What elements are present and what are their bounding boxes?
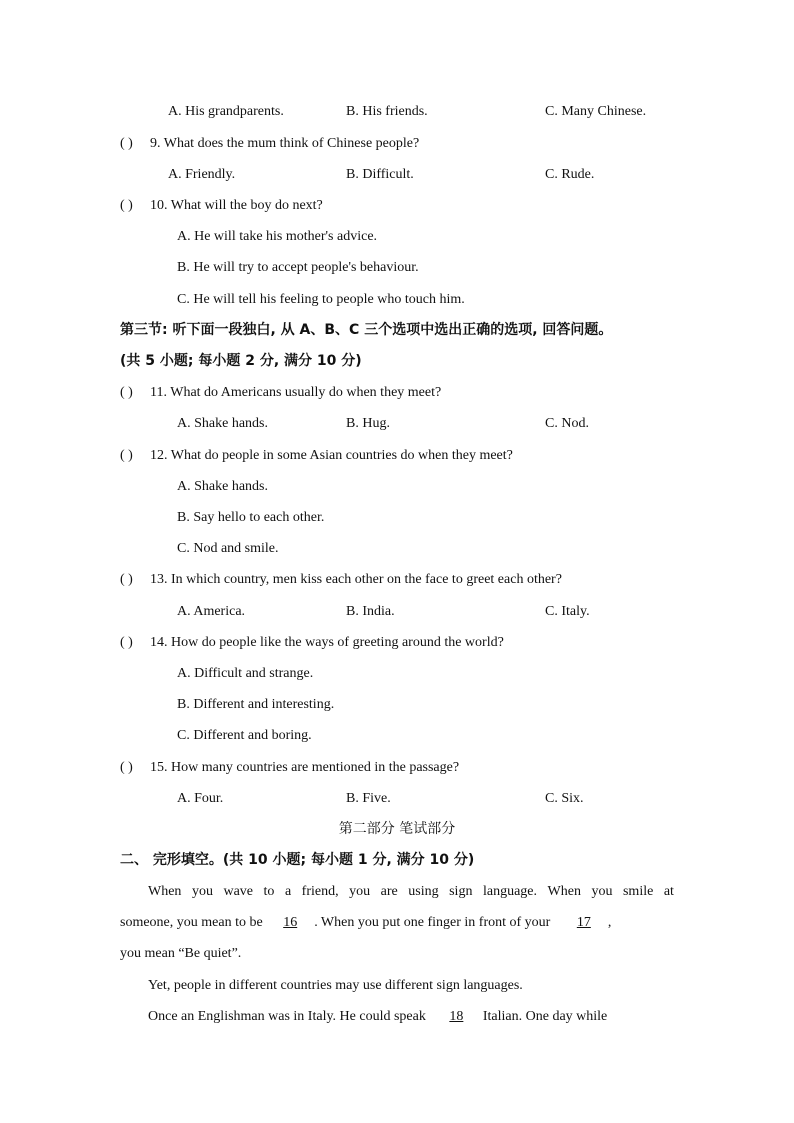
passage-line-3: you mean “Be quiet”. <box>120 946 242 961</box>
q12-option-b: B. Say hello to each other. <box>177 510 325 525</box>
q11-stem <box>120 384 441 402</box>
blank-16[interactable]: 16 <box>283 915 298 930</box>
passage-word: friend, <box>301 884 339 899</box>
answer-paren: ( ) <box>120 448 133 463</box>
blank-18[interactable]: 18 <box>449 1009 464 1024</box>
q9-option-c: C. Rude. <box>545 167 595 182</box>
q8-option-b: B. His friends. <box>346 104 428 119</box>
q9-option-b: B. Difficult. <box>346 167 414 182</box>
q15-option-c: C. Six. <box>545 791 584 806</box>
q11-option-b: B. Hug. <box>346 416 390 431</box>
passage-line-1 <box>148 883 674 901</box>
q8-option-a: A. His grandparents. <box>168 104 284 119</box>
q10-option-b: B. He will try to accept people's behaviour. <box>177 260 419 275</box>
question-text: 15. How many countries are mentioned in the passage? <box>150 760 460 775</box>
passage-word: are <box>380 884 398 899</box>
passage-word: wave <box>223 884 254 899</box>
q13-stem <box>120 571 562 589</box>
passage-text: someone, you mean to be <box>120 915 263 930</box>
passage-word: When <box>148 884 182 899</box>
q8-option-c: C. Many Chinese. <box>545 104 647 119</box>
q15-option-b: B. Five. <box>346 791 391 806</box>
q12-option-c: C. Nod and smile. <box>177 541 279 556</box>
passage-text: Italian. One day while <box>482 1009 608 1024</box>
section3-note: (共 5 小题; 每小题 2 分, 满分 10 分) <box>120 353 362 369</box>
answer-paren: ( ) <box>120 635 133 650</box>
question-text: 9. What does the mum think of Chinese people? <box>150 136 420 151</box>
passage-word: you <box>191 884 213 899</box>
q11-option-a: A. Shake hands. <box>177 416 268 431</box>
passage-paragraph-3 <box>148 1008 607 1026</box>
q14-option-a: A. Difficult and strange. <box>177 666 314 681</box>
passage-paragraph-2: Yet, people in different countries may use different sign languages. <box>148 978 523 993</box>
question-text: 13. In which country, men kiss each other on the face to greet each other? <box>150 572 562 587</box>
q10-stem <box>120 197 323 215</box>
question-text: 11. What do Americans usually do when they meet? <box>150 385 442 400</box>
section2-title: 二、 完形填空。(共 10 小题; 每小题 1 分, 满分 10 分) <box>120 852 475 868</box>
q13-option-c: C. Italy. <box>545 604 590 619</box>
passage-line-2 <box>120 914 611 932</box>
passage-word: at <box>663 884 674 899</box>
q12-option-a: A. Shake hands. <box>177 479 268 494</box>
q11-option-c: C. Nod. <box>545 416 589 431</box>
q13-option-a: A. America. <box>177 604 246 619</box>
passage-word: smile <box>622 884 654 899</box>
q9-stem <box>120 135 419 153</box>
answer-paren: ( ) <box>120 572 133 587</box>
passage-word: to <box>263 884 275 899</box>
q15-stem <box>120 759 459 777</box>
q14-option-b: B. Different and interesting. <box>177 697 335 712</box>
passage-word: sign <box>449 884 473 899</box>
question-text: 10. What will the boy do next? <box>150 198 323 213</box>
question-text: 14. How do people like the ways of greeting around the world? <box>150 635 504 650</box>
passage-word: using <box>408 884 439 899</box>
q13-option-b: B. India. <box>346 604 395 619</box>
q12-stem <box>120 447 513 465</box>
answer-paren: ( ) <box>120 385 133 400</box>
question-text: 12. What do people in some Asian countries do when they meet? <box>150 448 513 463</box>
answer-paren: ( ) <box>120 136 133 151</box>
part2-title: 第二部分 笔试部分 <box>338 821 456 837</box>
q10-option-a: A. He will take his mother's advice. <box>177 229 378 244</box>
passage-word: you <box>591 884 613 899</box>
passage-word: a <box>284 884 292 899</box>
passage-word: language. <box>482 884 537 899</box>
q10-option-c: C. He will tell his feeling to people who touch him. <box>177 292 465 307</box>
q14-option-c: C. Different and boring. <box>177 728 312 743</box>
q14-stem <box>120 634 504 652</box>
answer-paren: ( ) <box>120 760 133 775</box>
passage-word: When <box>547 884 581 899</box>
answer-paren: ( ) <box>120 198 133 213</box>
passage-text: , <box>607 915 612 930</box>
q15-option-a: A. Four. <box>177 791 224 806</box>
passage-text: . When you put one finger in front of your <box>314 915 551 930</box>
q9-option-a: A. Friendly. <box>168 167 236 182</box>
blank-17[interactable]: 17 <box>576 915 591 930</box>
section3-title: 第三节: 听下面一段独白, 从 A、B、C 三个选项中选出正确的选项, 回答问题。 <box>120 322 613 338</box>
passage-word: you <box>349 884 371 899</box>
passage-text: Once an Englishman was in Italy. He could speak <box>148 1009 426 1024</box>
